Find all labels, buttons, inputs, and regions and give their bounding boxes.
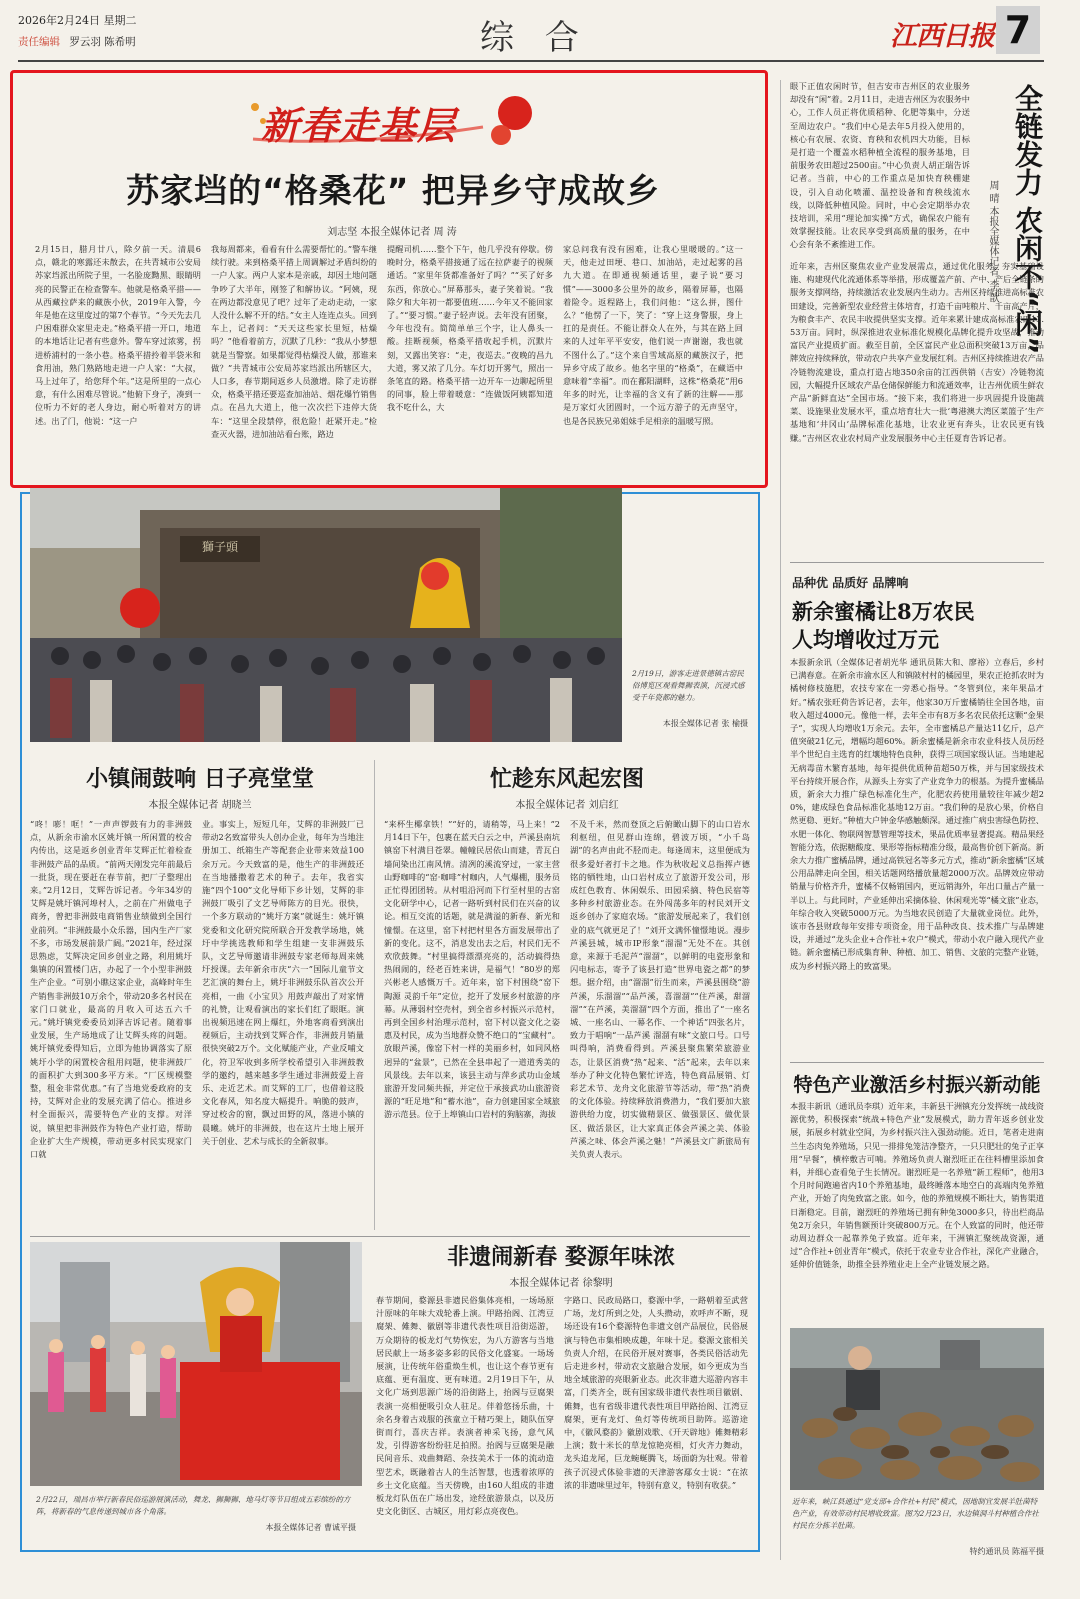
- xiaozhen-byline: 本报全媒体记者 胡晓兰: [148, 800, 252, 811]
- festival-photo-credit: 本报全媒体记者 张 榆摄: [662, 719, 748, 728]
- parade-photo: [30, 1242, 362, 1486]
- kicker-text: 新春走基层: [261, 103, 457, 148]
- section-title: 综 合: [480, 18, 589, 58]
- mushroom-photo-caption: 近年来，峡江县通过“党支部+合作社+村民”模式，因地制宜发展羊肚菌特色产业，有效带动村民增收致富。图为2月23日，水边镇洞斗村种植合作社村民在分拣羊肚菌。: [792, 1497, 1039, 1530]
- main-story-frame: [10, 70, 768, 488]
- festival-photo-caption: 2月19日，游客走进景德镇古窑民俗博览区观看舞狮表演，沉浸式感受千年瓷都的魅力。: [632, 669, 745, 702]
- xiaozhen-col-1: “咚！嘭！哐！”一声声锣鼓有力的非洲鼓点，从新余市渝水区姚圩镇一所闲置的校舍内传出，这是返乡创业青年艾辉正忙着检查非洲鼓产品的品质。“前两天刚发完年前最后一批货，现在要赶在春节前，把厂子整理出来。”2月12日，艾辉告诉记者。今年34岁的艾辉是姚圩镇河埠村人，之前在广州做电子商务，曾把非洲鼓电商销售业绩做到全国行业前列。“非洲鼓最小众乐器，国内生产厂家不多，市场发展前景广阔。”2021年，经过深思熟虑，艾辉决定回乡创业之路，利用姚圩集镇的闲置楼门店，办起了一个小型非洲鼓生产企业。“可别小瞧这家企业，高峰时年生产销售非洲鼓10万余个，带动20多名村民在家门口就业，最高的月收入可达五六千元。”姚圩镇党委委员刘泽吉诉记者。随着事业发展，生产场地成了让艾辉头疼的问题。姚圩镇党委得知后，立即为他协调落实了原姚圩小学的闲置校舍租用问题，使非洲鼓厂的面积扩大到300多平方米。“厂区规模整整，租金非常优惠。”有了当地党委政府的支持，艾辉对企业的发展充满了信心。推进乡村全面振兴，需要特色产业的支撑。对洋说，镇里把非洲鼓作为特色产业打造，帮助企业扩大生产规模，带动更多村民实现家门口就: [30, 819, 192, 1160]
- mushroom-sorting-scene-icon: [790, 1328, 1044, 1490]
- main-col-4: 家总问我有没有困难，让我心里暖暖的。”这一天，他走过田埂、巷口、加油站，走过起雾的昌九大道。在即通视频通话里，妻子说“要习惯”——3000多公里外的故乡，隔着屏幕，也隔着险令。返程路上，我们问他：“这么拼，图什么？”他愣了一下，笑了：“穿上这身警服，身上扛的是责任。不能让群众人在外，与其在路上回来的人过年平平安安，他们说一声谢谢，我也就不图什么了。”这个来自雪域高原的藏族汉子，把异乡守成了故乡。他名字里的“格桑”，在藏语中意味着“幸福”。而在鄱阳湖畔，这株“格桑花”用6年多的时光，让幸福的含义有了新的注解——那是万家灯火团圆时，一个远方游子的无声坚守，也是各民族兄弟姐妹手足相亲的温暖写照。: [563, 244, 743, 426]
- main-col-2: 我每周都来，看看有什么需要帮忙的。”警车继续行驶。来到格桑平措上周调解过矛盾纠纷的一户人家。两户人家本是亲戚，却因土地问题争吵了大半年，刚签了和解协议。“阿姨，现在两边都没意见了吧？过年了走动走动，一家人没什么解不开的结。”女主人连连点头。回到车上，记者问：“天天这些家长里短，枯燥吗？”他看着前方，沉默了几秒：“我从小梦想就是当警察。如果都觉得枯燥没人做，那谁来做？”共青城市公安局苏家垱派出所辖区大，人口多，春节期间返乡人员激增。除了走访群众，格桑平措还要巡查加油站、烟花爆竹销售点。在昌九大道上，他一次次拦下违停大货车：“这里全段禁停，很危险！赶紧开走。”检查灭火器，进加油站看台账，路边: [211, 244, 377, 439]
- masthead: [0, 0, 1080, 68]
- mangchen-headline: 忙趁东风起宏图: [489, 766, 644, 792]
- feiyi-byline: 本报全媒体记者 徐黎明: [509, 1278, 613, 1289]
- column-divider-right: [780, 80, 781, 1560]
- right-top-byline: 周 晴 本报全媒体记者 李 歆: [987, 180, 998, 303]
- right-mid-headline-1: 新余蜜橘让8万农民: [792, 599, 975, 624]
- parade-photo-credit: 本报全媒体记者 曹诚平摄: [265, 1523, 356, 1532]
- right-mid-text: 本报新余讯（全媒体记者胡光华 通讯员陈大和、廖裕）立春后，乡村已满春意。在新余市渝水区人和镇陂村村的橘园里，果农正抢抓农时为橘树修枝施肥，农技专家在一旁悉心指导。“冬管到位，来年果品才好。”橘农张旺荷告诉记者，去年，他家30万斤蜜橘销往全国各地，亩收入超过4000元。像他一样，去年全市有8万多名农民依托这颗“金果子”，实现人均增收1万余元。去年，全市蜜橘总产量达11亿斤，总产值突破21亿元，增幅均超60%。新余蜜橘是新余市农业科技人员历经半个世纪自主选育的红壤地特色良种，获得三项国家级认证。当地建起无病毒苗木繁育基地，每年提供优质种苗超50万株，并与国家级技术平台持续开展合作，从源头上夯实了产业竞争力的根基。为提升蜜橘品质，新余大力推广绿色标准化生产，化肥农药使用量较往年减少超20%，建成绿色食品标准化基地12万亩。“我们种的是放心果，价格自然更稳、更好。”种植大户钟金华感触颇深。通过推广病虫害绿色防控、水肥一体化、物联网智慧管理等技术，果品优质率显著提高。精品果经智能分选，依据糖酸度、果形等指标精准分级，最高售价创下新高。新余大力推广蜜橘品牌，通过高铁冠名等多元方式，推动“新余蜜橘”区域公用品牌走向全国，相关话题网络播放量超2000万次。品牌效应带动销量与价格齐升，蜜橘不仅畅销国内，更远销海外，年出口量占产量一半以上。与此同时，产业延伸出采摘体验、休闲观光等“橘文旅”业态，年综合收入突破5000万元。为当地农民创造了大量就业岗位。此外，该市各县财政每年安排专项资金，用于品种改良、技术推广与品牌建设，并通过“龙头企业+合作社+农户”模式，带动小农户融入现代产业链。新余蜜橘已形成集育种、种植、加工、销售、文旅的完整产业链，成为乡村振兴路上的致富果。: [790, 657, 1044, 971]
- editor-label: 责任编辑: [18, 36, 60, 48]
- feiyi-col-1: 春节期间，婺源县非遗民俗集体亮相，一场场原汁原味的年味大戏轮番上演。甲路抬阁、江湾豆腐架、傩舞、徽剧等非遗代表性项目沿街巡游，万众期待的板龙灯气势恢宏，为八方游客与当地居民献上一场多姿多彩的民俗文化盛宴。一场场展演，让传统年俗重焕生机，也让这个春节更有底蕴、更有温度、更有味道。2月19日下午，从文化广场到思源广场的沿街路上，抬阁与豆腐架表演一亮相便吸引众人驻足。伴着悠扬乐曲，十余名身着古戏服的孩童立于精巧架上，随队伍穿街而行，喜庆吉祥。表演者神采飞扬，意气风发，引得游客纷纷驻足拍照。抬阁与豆腐架是融民间音乐、戏曲舞蹈、杂技美术于一体的流动造型艺术，既融着古人的生活智慧，也透着浓厚的乡土文化底蕴。当天傍晚，由160人组成的非遗板龙灯队伍在广场出发，途经旅游景点，以及历史文化街区、古城区，用灯彩点亮夜色。: [376, 1295, 554, 1517]
- section-divider: [30, 1236, 750, 1237]
- xiaozhen-headline: 小镇闹鼓响 日子亮堂堂: [86, 766, 314, 792]
- sign-board: 獅子頭: [201, 540, 238, 554]
- column-divider-1: [374, 760, 375, 1230]
- right-top-headline: 全链发力 农闲不“闲”: [1011, 84, 1044, 355]
- kicker-banner: [233, 87, 543, 153]
- xiaozhen-col-2: 业。事实上，短短几年，艾辉的非洲鼓厂已带动2名致富带头人创办企业，每年为当地注册加工、纸箱生产等配套企业带来效益100余万元。今天致富的是，他生产的非洲鼓还在当地播撒着艺术的种子。去年，我省实施“四个100”文化导师下乡计划，艾辉的非洲鼓厂吸引了文艺导师陈方的目光。很快，一个多方联动的“姚圩方案”就诞生：姚圩镇党委和文化研究院所联合开发教学场地，姚圩中学挑选教师和学生组建一支非洲鼓乐队，文艺导师邀请非洲鼓专家老师每周来姚圩授课。去年新余市庆“六一”国际儿童节文艺汇演的舞台上，姚圩非洲鼓乐队首次公开亮相，一曲《小宝贝》用鼓声敲出了对家情的礼赞，让观看演出的家长们红了眼眶。演出视频迅速在网上爆红，外地客商看到演出视频后，主动找到艾辉合作，非洲鼓月销量很快突破2万个。文化赋能产业，产业反哺文化，符卫军收到多所学校希望引入非洲鼓教学的邀约，越来越多学生通过非洲鼓爱上音乐、走近艺术。而艾辉的工厂，也借着这股文化春风，知名度大幅提升。响脆的鼓声，穿过校舍的窗，飘过田野的风，落进小镇的晨曦。姚圩的非洲鼓，也在这片土地上展开关于创业、艺术与成长的全新叙事。: [202, 819, 364, 1146]
- right-divider-2: [790, 1062, 1044, 1063]
- feiyi-headline: 非遗闹新春 婺源年味浓: [447, 1244, 675, 1270]
- main-col-3: 提醒司机……整个下午，他几乎没有停歇。傍晚时分，格桑平措接通了远在拉萨妻子的视频通话。“家里年货都准备好了吗？”“买了好多东西，你放心。”屏幕那头，妻子笑着说。“我除夕和大年初一都要值班……今年又不能回家了。”“要习惯。”妻子轻声说。去年没有团聚，今年也没有。简简单单三个字，让人鼻头一酸。挂断视频，格桑平措收起手机，沉默片刻，又露出笑容：“走，夜巡去。”夜晚的昌九大道，雾又浓了几分。车灯切开雾气，照出一条笔直的路。格桑平措一边开车一边聊起所里的同事，脸上带着暖意：“连做饭阿姨都知道我不吃什么，大: [387, 244, 553, 413]
- feiyi-col-2: 字路口、民政局路口，婺源中学，一路朝着至武营广场，龙灯所到之处，人头攒动，欢呼声不断，现场还设有16个婺源特色非遗文创产品展位，民俗展演与特色市集相映成趣，年味十足。婺源文旅相关负责人介绍，在民俗开展对赛事，各类民俗活动先后走进乡村，带动农文旅融合发展，如今更成为当地全域旅游的亮眼新业态。此次非遗大巡游内容丰富，门类齐全，既有国家级非遗代表性项目徽剧、傩舞，也有省级非遗代表性项目甲路抬阁、江湾豆腐架，更有龙灯、鱼灯等传统项目助阵。巡游途中，《徽风婺韵》徽剧戏歌、《开天辟地》傩舞精彩上演；数十米长的草龙惊艳亮相，灯火齐力舞动，龙头追龙尾，巨龙蜿蜒腾飞，场面蔚为壮观。带着孩子沉浸式体验非遗的天津游客鄢女士说：“在浓浓的非遗味里过年，特别有意义，特别有收获。”: [564, 1295, 748, 1490]
- mushroom-photo-credit: 特约通讯员 陈福平摄: [969, 1547, 1044, 1556]
- editor-names: 罗云羽 陈希明: [69, 36, 136, 48]
- main-col-1: 2月15日，腊月廿八，除夕前一天。清晨6点，赣北的寒露还未散去，在共青城市公安局苏家垱派出所院子里，一名脸庞黝黑、眼睛明亮的民警正在检查警车。他就是格桑平措——从西藏拉萨来的藏族小伙，2019年入警，今年是他在这里度过的第7个春节。“今天先去几户困难群众家里走走。”格桑平措一开口，地道的本地话让记者有些意外。警车穿过浓雾，拐进桥浦村的一条小巷。格桑平措拎着半袋米和食用油，熟门熟路地走进一户人家：“大叔，马上过年了，给您拜个年。”这是所里的一点心意，有什么困难尽管说。”他俯下身子，凑到一位听力不好的老人身边，耐心听着对方的讲述。出了门，他说：“这一户: [35, 244, 201, 426]
- editor-line: [18, 34, 136, 49]
- parade-photo-caption: 2月22日，瑞昌市举行新春民俗巡游展演活动，舞龙、狮狮狮、地马灯等节目组成五彩缤纷的方阵，将新春的气息传递到城市各个角落。: [36, 1495, 351, 1516]
- main-byline: 刘志坚 本报全媒体记者 周 涛: [327, 227, 457, 238]
- lion-dance-scene-icon: [30, 488, 622, 742]
- paper-name-logo: 江西日报: [890, 21, 994, 52]
- masthead-rule: [18, 60, 1044, 62]
- mangchen-col-2: 不及千米，然而登顶之后俯瞰山脚下的山口岩水利枢纽，但见群山连绵，碧波万顷，“小千岛湖”的名声由此不胫而走。每逢周末，这里便成为很多爱好者打卡之地。作为秋收起义总指挥卢德铭的牺牲地，山口岩村成立了旅游开发公司，形成红色教育、休闲娱乐、田园采摘、特色民宿等多种乡村旅游业态。在外闯荡多年的村民刘开文返乡创办了家庭农场。“旅游发展起来了，我们创业的底气就更足了！”刘开文满怀憧憬地说。漫步芦溪县城，城市IP形象“溜溜”无处不在。其创意，来源于毛泥芦“溜溜”，以鲜明的电瓷形象和闪电标志，寄予了该县打造“世界电瓷之都”的梦想。据介绍，由“溜溜”衍生而来，芦溪县围绕“游芦溪，乐溜溜”“品芦溪，喜溜溜”“住芦溪，甜溜溜”“在芦溪，美溜溜”四个方面，推出了“一座名城、一座名山、一幕名作、一个神话”四张名片，致力于唱响“一品芦溪 溜溜有味”文旅口号。口号叫得响，消费看得到。芦溪县聚焦繁荣旅游业态，让景区消费“热”起来、“活”起来，去年以来举办了种文化特色繁忙评选，特色商品展销、灯彩艺术节、龙舟文化旅游节等活动，带“热”消费的文化体验。持续释放消费潜力，“我们要加大旅游供给力度，切实做精景区、做强景区、做优景区、做活景区，让大家真正体会芦溪之美、体验芦溪之味、体会芦溪之魅！”芦溪县文广新旅局有关负责人表示。: [570, 819, 750, 1160]
- mushroom-photo: [790, 1328, 1044, 1490]
- right-divider-1: [790, 562, 1044, 563]
- lion-dance-photo: [30, 488, 622, 742]
- right-top-text-1: 眼下正值农闲时节，但吉安市吉州区的农业服务却没有“闲”着。2月11日，走进吉州区为农服务中心，工作人员正将优质稻种、化肥等集中，分送至周边农户。“我们中心是去年5月投入使用的，核心有农展、农资、育秧和农机四大功能，目标是打造一个覆盖水稻种植全流程的服务基地，目前服务农田超过2500亩。”中心负责人胡正瑞告诉记者。当前，中心的工作重点是加快育秧棚建设，引入自动化喷灌、温控设备和育秧线流水线，以降低种植风险。同时，中心会定期举办农技培训，采用“理论加实操”方式，确保农户能有效掌握技能。让农民享受到高质量的服务，在中心会有条不紊推进工作。: [790, 81, 970, 250]
- parade-scene-icon: [30, 1242, 362, 1486]
- main-headline: 苏家垱的“格桑花” 把异乡守成故乡: [126, 171, 660, 210]
- right-mid-kicker: 品种优 品质好 品牌响: [792, 576, 909, 590]
- mangchen-byline: 本报全媒体记者 刘启红: [515, 800, 619, 811]
- right-text-3: 本报丰新讯（通讯员李琪）近年来，丰新县干洲镇充分发挥统一战线资源优势，积极探索“统战+特色产业”发展模式，助力青年返乡创业发展，拓展乡村就业空间，为乡村振兴注入强劲动能。近日，笔者走进南兰生态肉兔养殖场，只见一排排兔笼洁净整齐，一只只肥壮的兔子正享用“早餐”，横梓敷吉可喃。养殖场负责人谢烈旺正在往料槽里添加食料，并细心查看兔子生长情况。谢烈旺是一名养殖“新工程师”，他用3个月时间跑遍省内10个养殖基地，最终睡落本地空白的高端肉兔养殖产业，开始了肉兔致富之旅。如今，他的养殖规模不断壮大，销售渠道日渐稳定。目前，谢烈旺的养殖场已拥有种兔3000多只，待出栏商品兔2万余只，年销售额预计突破800万元。在个人致富的同时，他还带动周边群众一起靠养兔子致富。近年来，干洲镇汇聚统战资源，通过“合作社+创业青年”模式，依托于农业专业合作社，深化产业融合，延伸价值链条，助推全县养殖业走上全产业链发展之路。: [790, 1101, 1044, 1270]
- issue-date: 2026年2月24日 星期二: [18, 14, 137, 27]
- right-headline-3: 特色产业激活乡村振兴新动能: [793, 1074, 1041, 1096]
- right-mid-headline-2: 人均增收过万元: [792, 627, 939, 652]
- page-number: 7: [996, 6, 1040, 54]
- mangchen-col-1: “来杯生椰拿铁！”“好的，请稍等，马上来！”2月14日下午，包裹在蓝天白云之中，芦溪县南坑镇窑下村满目苍翠。幢幢民居依山而建，青瓦白墙间染出江南风情。清冽的溪流穿过，一家主营山野咖啡的“窑·咖啡”村咖内，人气爆棚，服务员正忙得团团转。从村咀沿河而下行至村里的古窑文化研学中心，记者一路听到村民们在兴奋的议论。相互交流的话题，就是满溢的新春、新光和憧憬。在这里，窑下村把村里各方面发展带出了新的变化。这不，消息发出去之后，村民们无不欢欣鼓舞。“村里搞得漂漂亮亮的，活动搞得热热闹闹的，经老百姓来讲，是福气！”80岁的郑兴彬老人感慨万千。近年来，窑下村围绕“窑下陶源 灵韵千年”定位，挖开了发展乡村旅游的序幕。从薄弱村空壳村，到全省乡村振兴示范村，再到全国乡村治理示范村，窑下村以瓷文化之姿惠及村民，成为当地群众赞不绝口的“宝藏村”。放眼芦溪，像窑下村一样的美丽乡村，如同风格迥异的“盆景”，已然在全县串起了一道道秀美的风景线。去年以来，该县主动与萍乡武功山金域旅游开发同频共振，并定位于承接武功山旅游资源的“旺足地”和“蓄水池”，奋力创建国家全域旅游示范县。位于上埠镇山口岩村的狗脑寨，海拔: [384, 819, 560, 1120]
- right-top-text-2: 近年来，吉州区聚焦农业产业发展需点，通过优化服务、夯实基础设施、构建现代化流通体系等举措，形成覆盖产前、产中、产后全链条的服务支撑网络，持续激活农业发展内生动力。吉州区持续推进高标准农田建设，完善新型农业经营主体培育，打造千亩吨粮片、千亩高产片，为粮食丰产、农民丰收提供坚实支撑。近年来累计建成高标准农田13.53万亩。同时，纵深推进农业标准化规模化品牌化提升攻坚战，推动富民产业提质扩面。截至目前，全区富民产业总面积突破13万亩，品牌效应持续释放，带动农户共享产业发展红利。吉州区持续推进农产品冷链物流建设，重点打造占地350余亩的江西供销（吉安）冷链物流园，大幅提升区域农产品仓储保鲜能力和流通效率，让吉州优质生鲜农产品“新鲜直达”全国市场。“接下来，我们将进一步巩固提升设施蔬菜、设施果业发展水平，重点培育壮大一批‘粤港澳大湾区菜篮子’生产基地和‘井冈山’品牌标准化基地，让农业更有奔头，让农民更有钱赚。”吉州区农业农村局产业发展服务中心主任夏育告诉记者。: [790, 261, 1044, 443]
